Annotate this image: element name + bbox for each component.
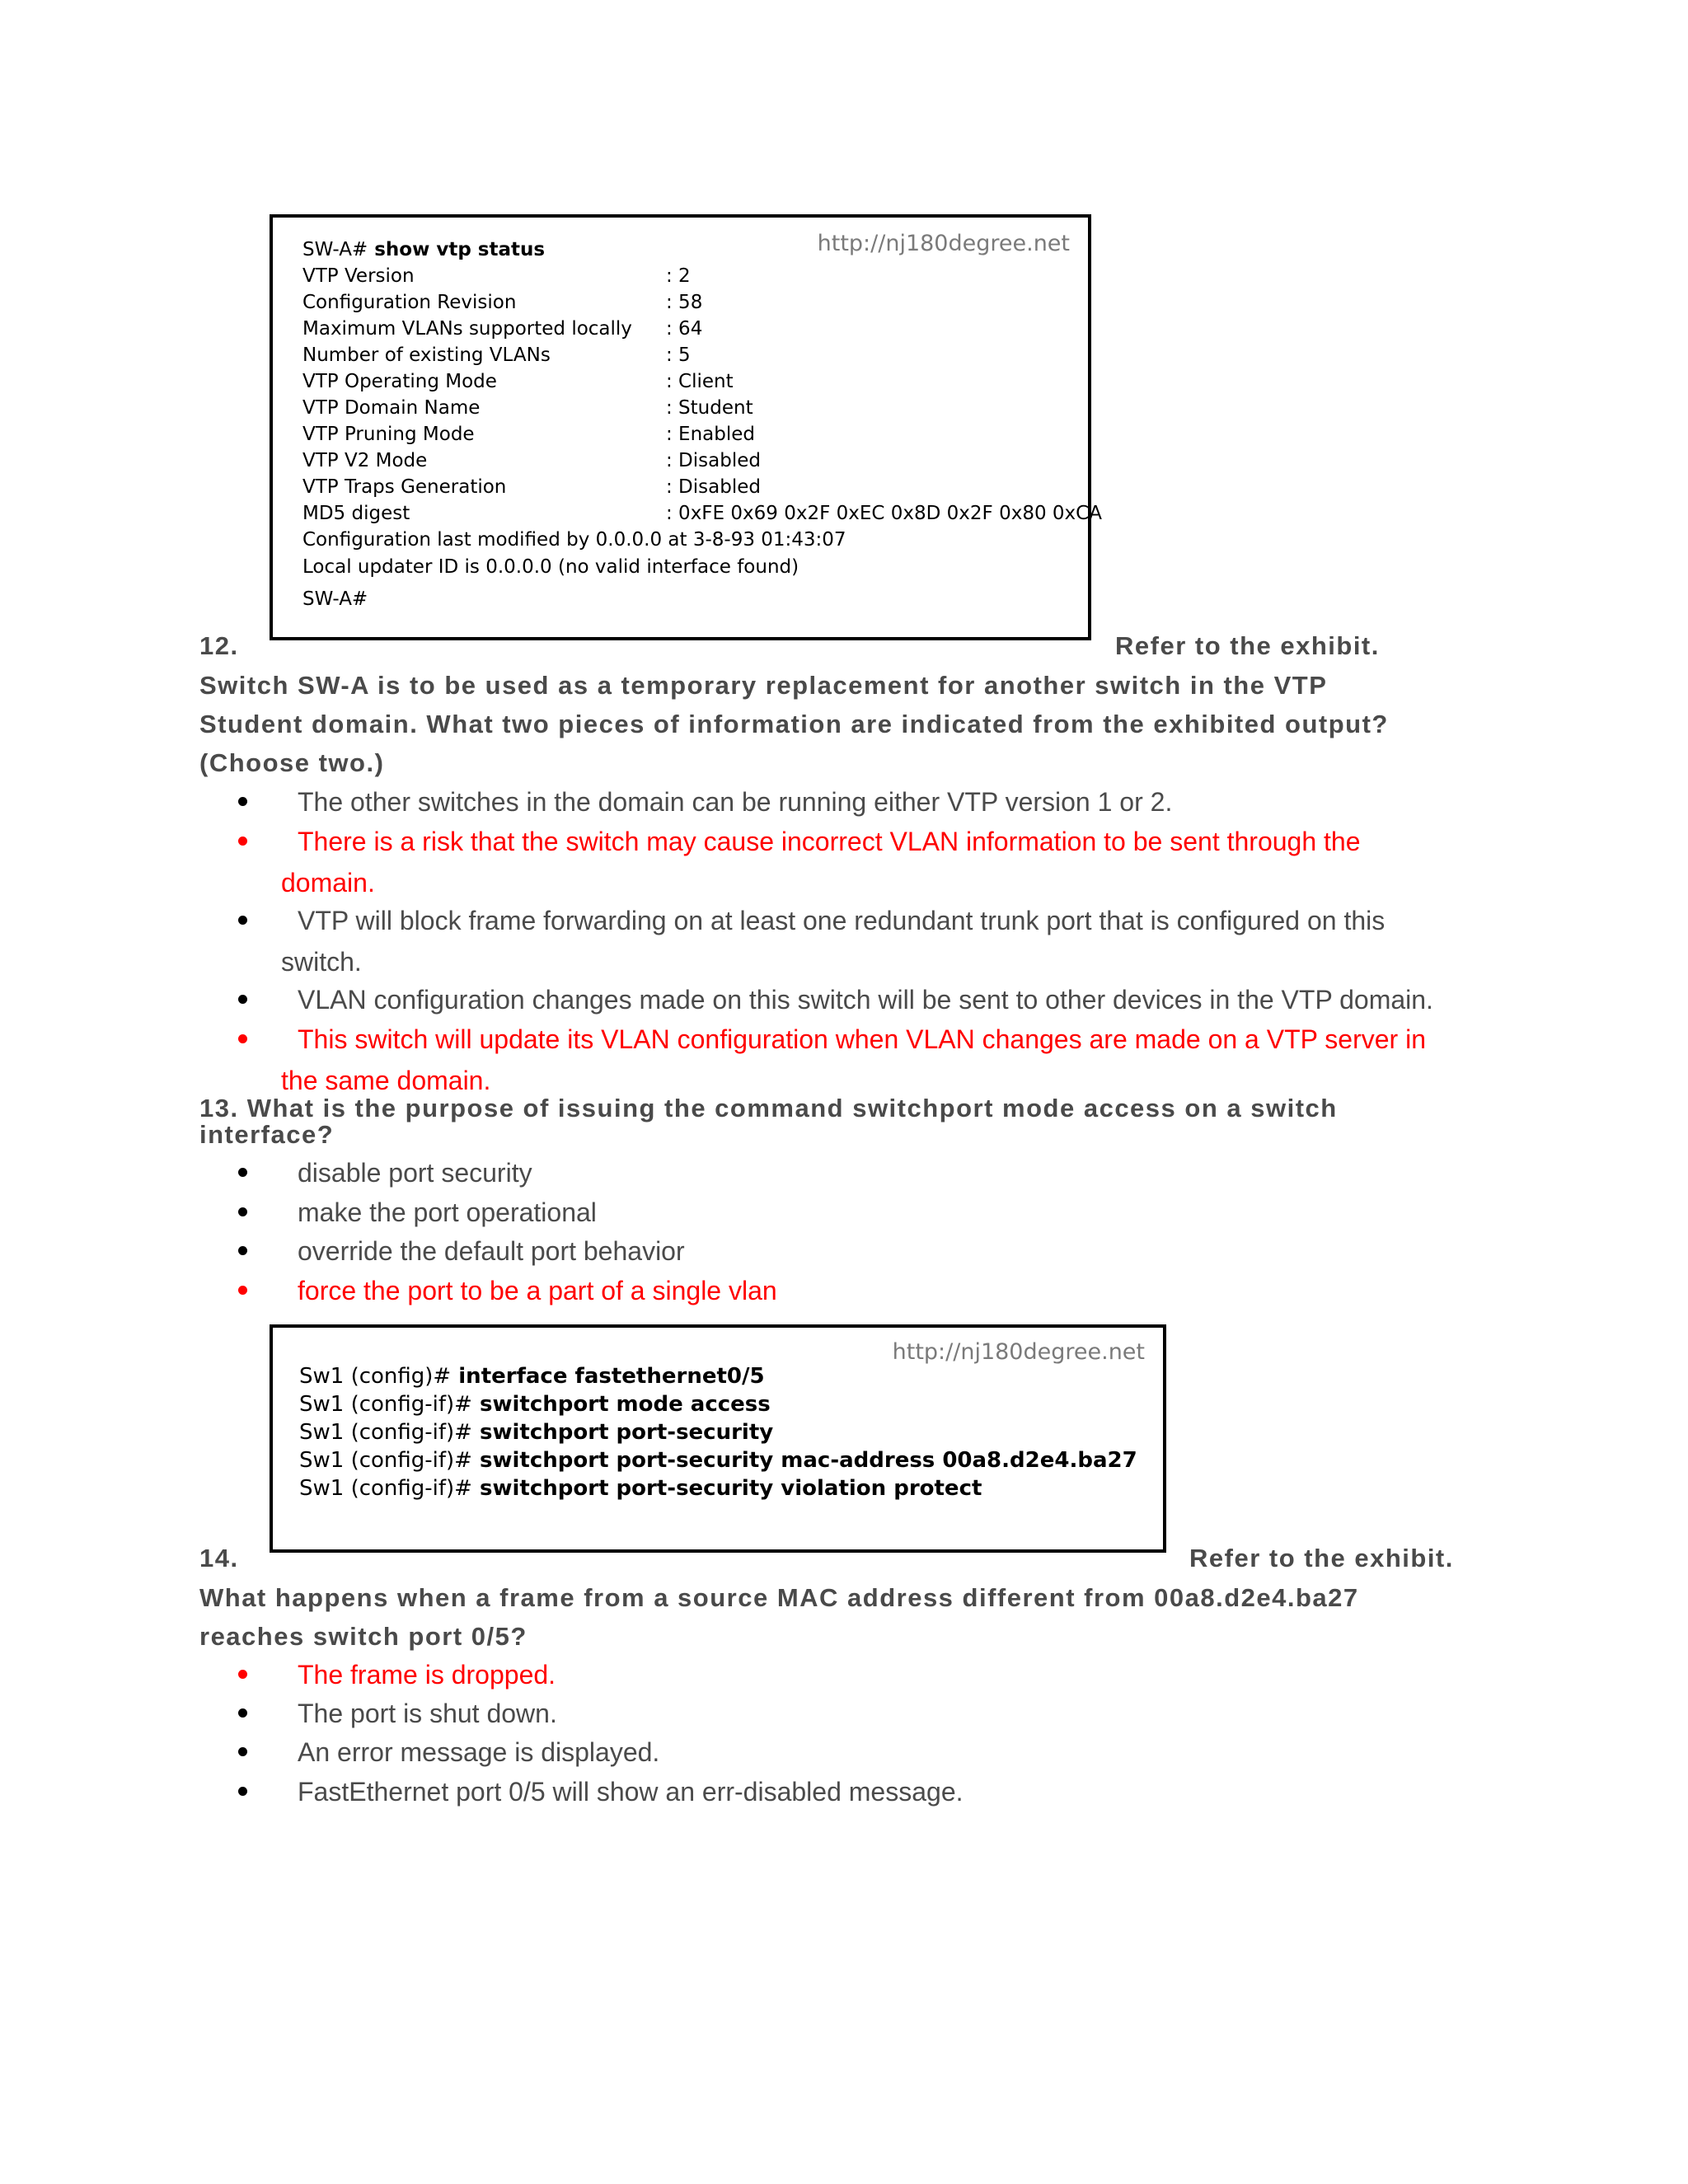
exhibit-watermark: http://nj180degree.net [817,231,1070,256]
exhibit-row: VTP V2 Mode : Disabled [302,450,761,471]
exhibit-cli-line: Sw1 (config)# interface fastethernet0/5 [299,1364,765,1389]
q12-option-5-cont: the same domain. [281,1066,491,1095]
q12-option-3: VTP will block frame forwarding on at least one redundant trunk port that is configured on this [298,906,1385,936]
question-14-text-line1: What happens when a frame from a source MAC address different from 00a8.d2e4.ba27 [199,1583,1359,1612]
bullet-icon [238,995,247,1004]
exhibit-row: VTP Domain Name : Student [302,397,753,419]
q13-option-3: override the default port behavior [298,1236,685,1267]
exhibit-row: Maximum VLANs supported locally : 64 [302,318,703,340]
q13-option-2: make the port operational [298,1197,597,1228]
q13-option-4: force the port to be a part of a single vlan [298,1276,777,1306]
q12-option-5: This switch will update its VLAN configuration when VLAN changes are made on a VTP server in [298,1024,1426,1055]
bullet-icon [238,1286,247,1295]
cli-command: show vtp status [368,239,546,260]
bullet-icon [238,1747,247,1756]
exhibit-row: Configuration Revision : 58 [302,292,703,313]
bullet-icon [238,1670,247,1679]
exhibit-command-line [302,239,545,260]
q14-option-2: The port is shut down. [298,1699,557,1729]
question-13-text-line1: 13. What is the purpose of issuing the command switchport mode access on a switch [199,1094,1338,1122]
q12-option-2-cont: domain. [281,868,375,898]
question-12-text-line1: Switch SW-A is to be used as a temporary replacement for another switch in the VTP [199,671,1328,700]
question-12-text-line2: Student domain. What two pieces of information are indicated from the exhibited output? [199,710,1389,738]
question-14-text-line2: reaches switch port 0/5? [199,1622,528,1651]
exhibit-row: VTP Version : 2 [302,265,691,287]
port-security-exhibit [270,1324,1166,1553]
exhibit-row: VTP Pruning Mode : Enabled [302,424,756,445]
exhibit-cli-line: Sw1 (config-if)# switchport port-security mac-address 00a8.d2e4.ba27 [299,1448,1137,1473]
q12-option-1: The other switches in the domain can be running either VTP version 1 or 2. [298,787,1172,818]
bullet-icon [238,1168,247,1177]
vtp-status-exhibit [270,214,1102,640]
question-12-refer: Refer to the exhibit. [1115,631,1380,660]
bullet-icon [238,797,247,806]
q12-option-2: There is a risk that the switch may cause incorrect VLAN information to be sent through the [298,827,1361,857]
exhibit-row: VTP Traps Generation : Disabled [302,476,761,498]
q12-option-4: VLAN configuration changes made on this switch will be sent to other devices in the VTP domain. [298,985,1433,1015]
question-12-number: 12. [199,631,239,660]
bullet-icon [238,916,247,925]
question-13-text-line2: interface? [199,1120,335,1149]
q12-option-3-cont: switch. [281,947,362,977]
bullet-icon [238,1246,247,1255]
exhibit-row: MD5 digest : 0xFE 0x69 0x2F 0xEC 0x8D 0x2F 0x80 0xCA [302,503,1102,524]
bullet-icon [238,1034,247,1043]
bullet-icon [238,1207,247,1216]
exhibit-end-prompt: SW-A# [302,588,368,610]
exhibit-watermark: http://nj180degree.net [892,1339,1145,1365]
exhibit-cli-line: Sw1 (config-if)# switchport port-security [299,1420,774,1445]
cli-prompt: SW-A# [302,239,368,260]
exhibit-cli-line: Sw1 (config-if)# switchport port-security violation protect [299,1476,982,1501]
exhibit-modified-line: Configuration last modified by 0.0.0.0 at 3-8-93 01:43:07 [302,529,846,551]
q14-option-3: An error message is displayed. [298,1737,659,1768]
bullet-icon [238,1708,247,1718]
question-12-text-line3: (Choose two.) [199,748,385,777]
q13-option-1: disable port security [298,1158,532,1188]
exhibit-row: VTP Operating Mode : Client [302,371,734,392]
exhibit-updater-line: Local updater ID is 0.0.0.0 (no valid interface found) [302,556,799,578]
bullet-icon [238,1787,247,1796]
bullet-icon [238,837,247,846]
q14-option-4: FastEthernet port 0/5 will show an err-disabled message. [298,1777,964,1807]
question-14-refer: Refer to the exhibit. [1189,1544,1454,1572]
exhibit-cli-line: Sw1 (config-if)# switchport mode access [299,1392,771,1417]
question-14-number: 14. [199,1544,239,1572]
q14-option-1: The frame is dropped. [298,1660,556,1690]
exhibit-row: Number of existing VLANs : 5 [302,344,691,366]
